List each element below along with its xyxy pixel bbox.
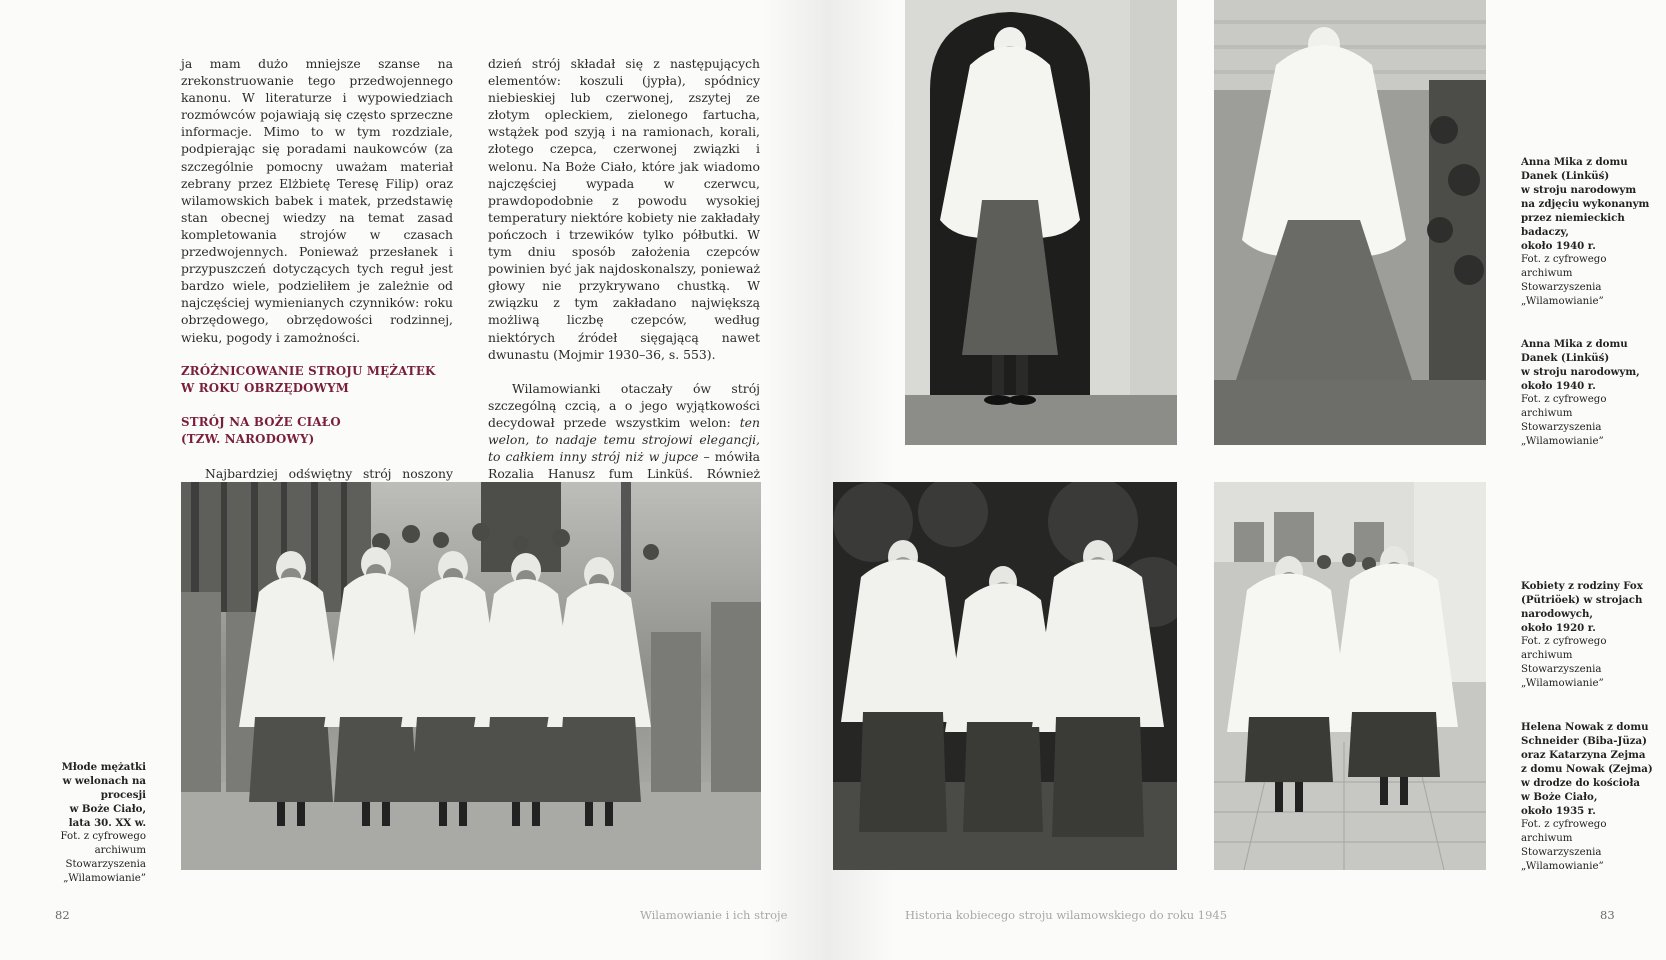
text-column-2 <box>488 55 760 551</box>
photo-caption-anna-mika-1 <box>1521 155 1661 309</box>
photo-caption-nowak-zejma <box>1521 720 1661 874</box>
paragraph: dzień strój składał się z następujących elementów: koszuli (jypła), spódnicy niebieskiej lub czerwonej, zszytej ze złotym opleckiem, zielonego fartucha, wstążek pod szyją i na ramionach, korali, złotego czepca, czerwonej związki i welonu. Na Boże Ciało, które jak wiadomo najczęściej wypada w czerwcu, prawdopodobnie z powodu wysokiej temperatury niektóre kobiety nie zakładały pończoch i trzewików tylko półbutki. W tym dniu sposób założenia czepców powinien być jak najdoskonalszy, ponieważ głowy nie przykrywano chustką. W związku z tym zakładano największą możliwą liczbę czepców, według niektórych źródeł sięgającą nawet dwunastu (Mojmir 1930–36, s. 553). <box>488 56 760 362</box>
caption-credit: archiwum <box>1521 268 1573 279</box>
photo-caption-anna-mika-2 <box>1521 337 1661 449</box>
caption-line: w Boże Ciało, <box>69 803 146 815</box>
caption-line: na zdjęciu wykonanym <box>1521 198 1650 210</box>
photo-garden-image <box>1214 0 1486 445</box>
caption-line: w drodze do kościoła <box>1521 777 1640 789</box>
page-number: 82 <box>55 908 70 922</box>
caption-line: około 1940 r. <box>1521 240 1596 252</box>
photo-procession-group <box>181 482 761 870</box>
left-page <box>0 0 828 960</box>
quote: ten welon, to nadaje temu strojowi elegancji, to całkiem inny strój niż w jupce <box>488 414 760 465</box>
caption-line: Danek (Linküś) <box>1521 352 1610 364</box>
caption-line: Anna Mika z domu <box>1521 156 1628 168</box>
caption-credit: archiwum <box>94 845 146 856</box>
paragraph-text: – mówiła Rozalia Hanusz fum Linküś. Również <box>488 449 760 482</box>
subsection-heading <box>181 414 453 448</box>
caption-credit: Fot. z cyfrowego <box>1521 254 1607 265</box>
photo-fox-family-image <box>833 482 1177 870</box>
section-heading <box>181 363 453 397</box>
caption-line: narodowych, <box>1521 608 1593 620</box>
caption-credit: Stowarzyszenia <box>1521 282 1602 293</box>
caption-credit: Stowarzyszenia <box>1521 664 1602 675</box>
caption-credit: Fot. z cyfrowego <box>1521 394 1607 405</box>
caption-credit: Stowarzyszenia <box>65 859 146 870</box>
heading-line: (TZW. NARODOWY) <box>181 431 315 446</box>
caption-line: w Boże Ciało, <box>1521 791 1598 803</box>
caption-credit: „Wilamowianie” <box>63 873 146 884</box>
caption-credit: Stowarzyszenia <box>1521 422 1602 433</box>
photo-caption-procession <box>20 760 146 886</box>
caption-credit: „Wilamowianie” <box>1521 861 1604 872</box>
text-column-1 <box>181 55 453 550</box>
caption-line: Danek (Linküś) <box>1521 170 1610 182</box>
photo-fox-family <box>833 482 1177 870</box>
caption-line: około 1920 r. <box>1521 622 1596 634</box>
caption-line: (Pütriöek) w strojach <box>1521 594 1643 606</box>
photo-anna-mika-doorway <box>905 0 1177 445</box>
heading-line: W ROKU OBRZĘDOWYM <box>181 380 349 395</box>
caption-credit: „Wilamowianie” <box>1521 436 1604 447</box>
caption-line: około 1935 r. <box>1521 805 1596 817</box>
page-number: 83 <box>1600 908 1615 922</box>
caption-line: badaczy, <box>1521 226 1569 238</box>
caption-credit: archiwum <box>1521 833 1573 844</box>
caption-credit: Fot. z cyfrowego <box>1521 636 1607 647</box>
caption-line: Kobiety z rodziny Fox <box>1521 580 1643 592</box>
photo-nowak-zejma-image <box>1214 482 1486 870</box>
paragraph: Najbardziej odświętny strój noszony <box>205 465 453 481</box>
caption-line: oraz Katarzyna Zejma <box>1521 749 1646 761</box>
heading-line: STRÓJ NA BOŻE CIAŁO <box>181 414 341 429</box>
caption-line: lata 30. XX w. <box>68 817 146 829</box>
caption-line: przez niemieckich <box>1521 212 1625 224</box>
caption-credit: archiwum <box>1521 650 1573 661</box>
right-page <box>828 0 1666 960</box>
photo-doorway-image <box>905 0 1177 445</box>
running-head: Historia kobiecego stroju wilamowskiego do roku 1945 <box>905 908 1228 922</box>
caption-credit: archiwum <box>1521 408 1573 419</box>
photo-nowak-zejma <box>1214 482 1486 870</box>
paragraph: ja mam dużo mniejsze szanse na zrekonstruowanie tego przedwojennego kanonu. W literaturze i wypowiedziach rozmówców pojawiają się często sprzeczne informacje. Mimo to w tym rozdziale, podpierając się poradami naukowców (za szczególnie pomocny uważam materiał zebrany przez Elżbietę Teresę Filip) oraz wilamowskich babek i matek, przedstawię stan obecnej wiedzy na temat zasad kompletowania strojów w czasach przedwojennych. Ponieważ przesłanek i przypuszczeń dotyczących tych reguł jest bardzo wiele, podzieliłem je zależnie od najczęściej wymienianych czynników: roku obrzędowego, obrzędowości rodzinnej, wieku, pogody i zamożności. <box>181 56 453 345</box>
caption-line: Helena Nowak z domu <box>1521 721 1649 733</box>
photo-caption-fox-family <box>1521 579 1661 691</box>
heading-line: ZRÓŻNICOWANIE STROJU MĘŻATEK <box>181 363 436 378</box>
caption-credit: „Wilamowianie” <box>1521 678 1604 689</box>
running-head: Wilamowianie i ich stroje <box>640 908 788 922</box>
caption-line: z domu Nowak (Zejma) <box>1521 763 1653 775</box>
caption-line: Schneider (Biba-Jüza) <box>1521 735 1647 747</box>
caption-credit: Fot. z cyfrowego <box>1521 819 1607 830</box>
caption-line: około 1940 r. <box>1521 380 1596 392</box>
caption-line: Anna Mika z domu <box>1521 338 1628 350</box>
photo-procession-image <box>181 482 761 870</box>
caption-credit: Fot. z cyfrowego <box>60 831 146 842</box>
caption-credit: „Wilamowianie” <box>1521 296 1604 307</box>
caption-line: w stroju narodowym, <box>1521 366 1640 378</box>
caption-line: w welonach na procesji <box>62 775 146 801</box>
caption-line: w stroju narodowym <box>1521 184 1637 196</box>
paragraph-text: Wilamowianki otaczały ów strój szczególną czcią, a o jego wyjątkowości decydował przede wszystkim welon: <box>488 380 760 430</box>
caption-line: Młode mężatki <box>61 761 146 773</box>
caption-credit: Stowarzyszenia <box>1521 847 1602 858</box>
photo-anna-mika-garden <box>1214 0 1486 445</box>
